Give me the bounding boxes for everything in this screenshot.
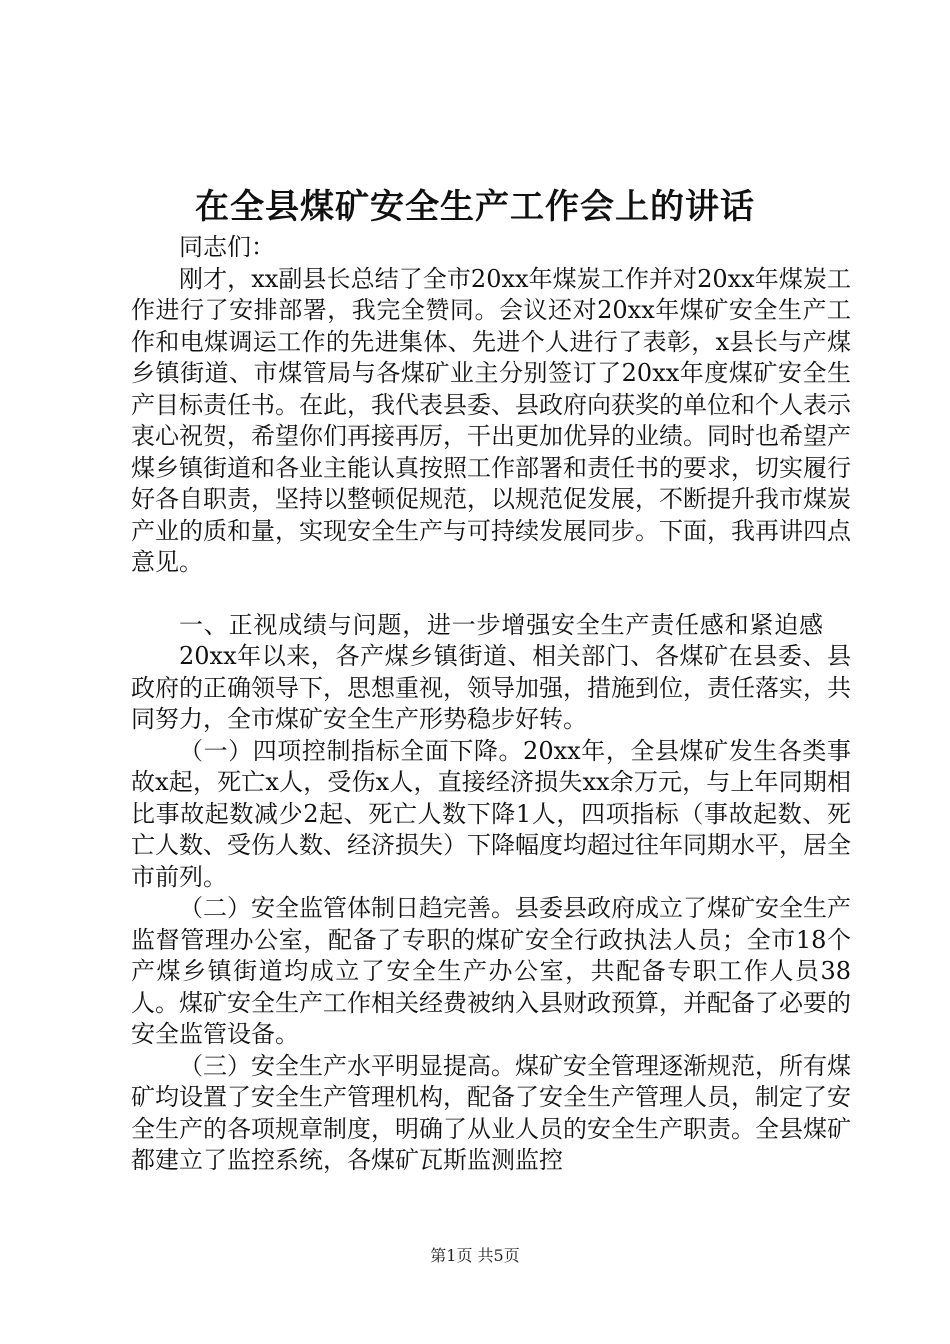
opening-paragraph: 刚才，xx副县长总结了全市20xx年煤炭工作并对20xx年煤炭工作进行了安排部署，我完全赞同。会议还对20xx年煤矿安全生产工作和电煤调运工作的先进集体、先进个人进行了表彰，x县长与产煤乡镇街道、市煤管局与各煤矿业主分别签订了20xx年度煤矿安全生产目标责任书。在此，我代表县委、县政府向获奖的单位和个人表示衷心祝贺，希望你们再接再厉，干出更加优异的业绩。同时也希望产煤乡镇街道和各业主能认真按照工作部署和责任书的要求，切实履行好各自职责，坚持以整顿促规范，以规范促发展，不断提升我市煤炭产业的质和量，实现安全生产与可持续发展同步。下面，我再讲四点意见。 <box>131 264 851 576</box>
salutation: 同志们： <box>179 233 275 261</box>
point-paragraph-3: （三）安全生产水平明显提高。煤矿安全管理逐渐规范，所有煤矿均设置了安全生产管理机构，配备了安全生产管理人员，制定了安全生产的各项规章制度，明确了从业人员的安全生产职责。全县煤矿都建立了监控系统，各煤矿瓦斯监测监控 <box>131 1051 851 1174</box>
section-heading: 一、正视成绩与问题，进一步增强安全生产责任感和紧迫感 <box>179 610 824 639</box>
section-intro-paragraph: 20xx年以来，各产煤乡镇街道、相关部门、各煤矿在县委、县政府的正确领导下，思想重视，领导加强，措施到位，责任落实，共同努力，全市煤矿安全生产形势稳步好转。 <box>131 642 851 733</box>
document-title: 在全县煤矿安全生产工作会上的讲话 <box>195 187 755 227</box>
document-body <box>131 232 851 1177</box>
page-footer: 第1页 共5页 <box>430 1246 520 1265</box>
point-paragraph-1: （一）四项控制指标全面下降。20xx年，全县煤矿发生各类事故x起，死亡x人，受伤x人，直接经济损失xx余万元，与上年同期相比事故起数减少2起、死亡人数下降1人，四项指标（事故起数、死亡人数、受伤人数、经济损失）下降幅度均超过往年同期水平，居全市前列。 <box>131 736 851 891</box>
point-paragraph-2: （二）安全监管体制日趋完善。县委县政府成立了煤矿安全生产监督管理办公室，配备了专职的煤矿安全行政执法人员；全市18个产煤乡镇街道均成立了安全生产办公室，共配备专职工作人员38人。煤矿安全生产工作相关经费被纳入县财政预算，并配备了必要的安全监管设备。 <box>131 894 851 1048</box>
